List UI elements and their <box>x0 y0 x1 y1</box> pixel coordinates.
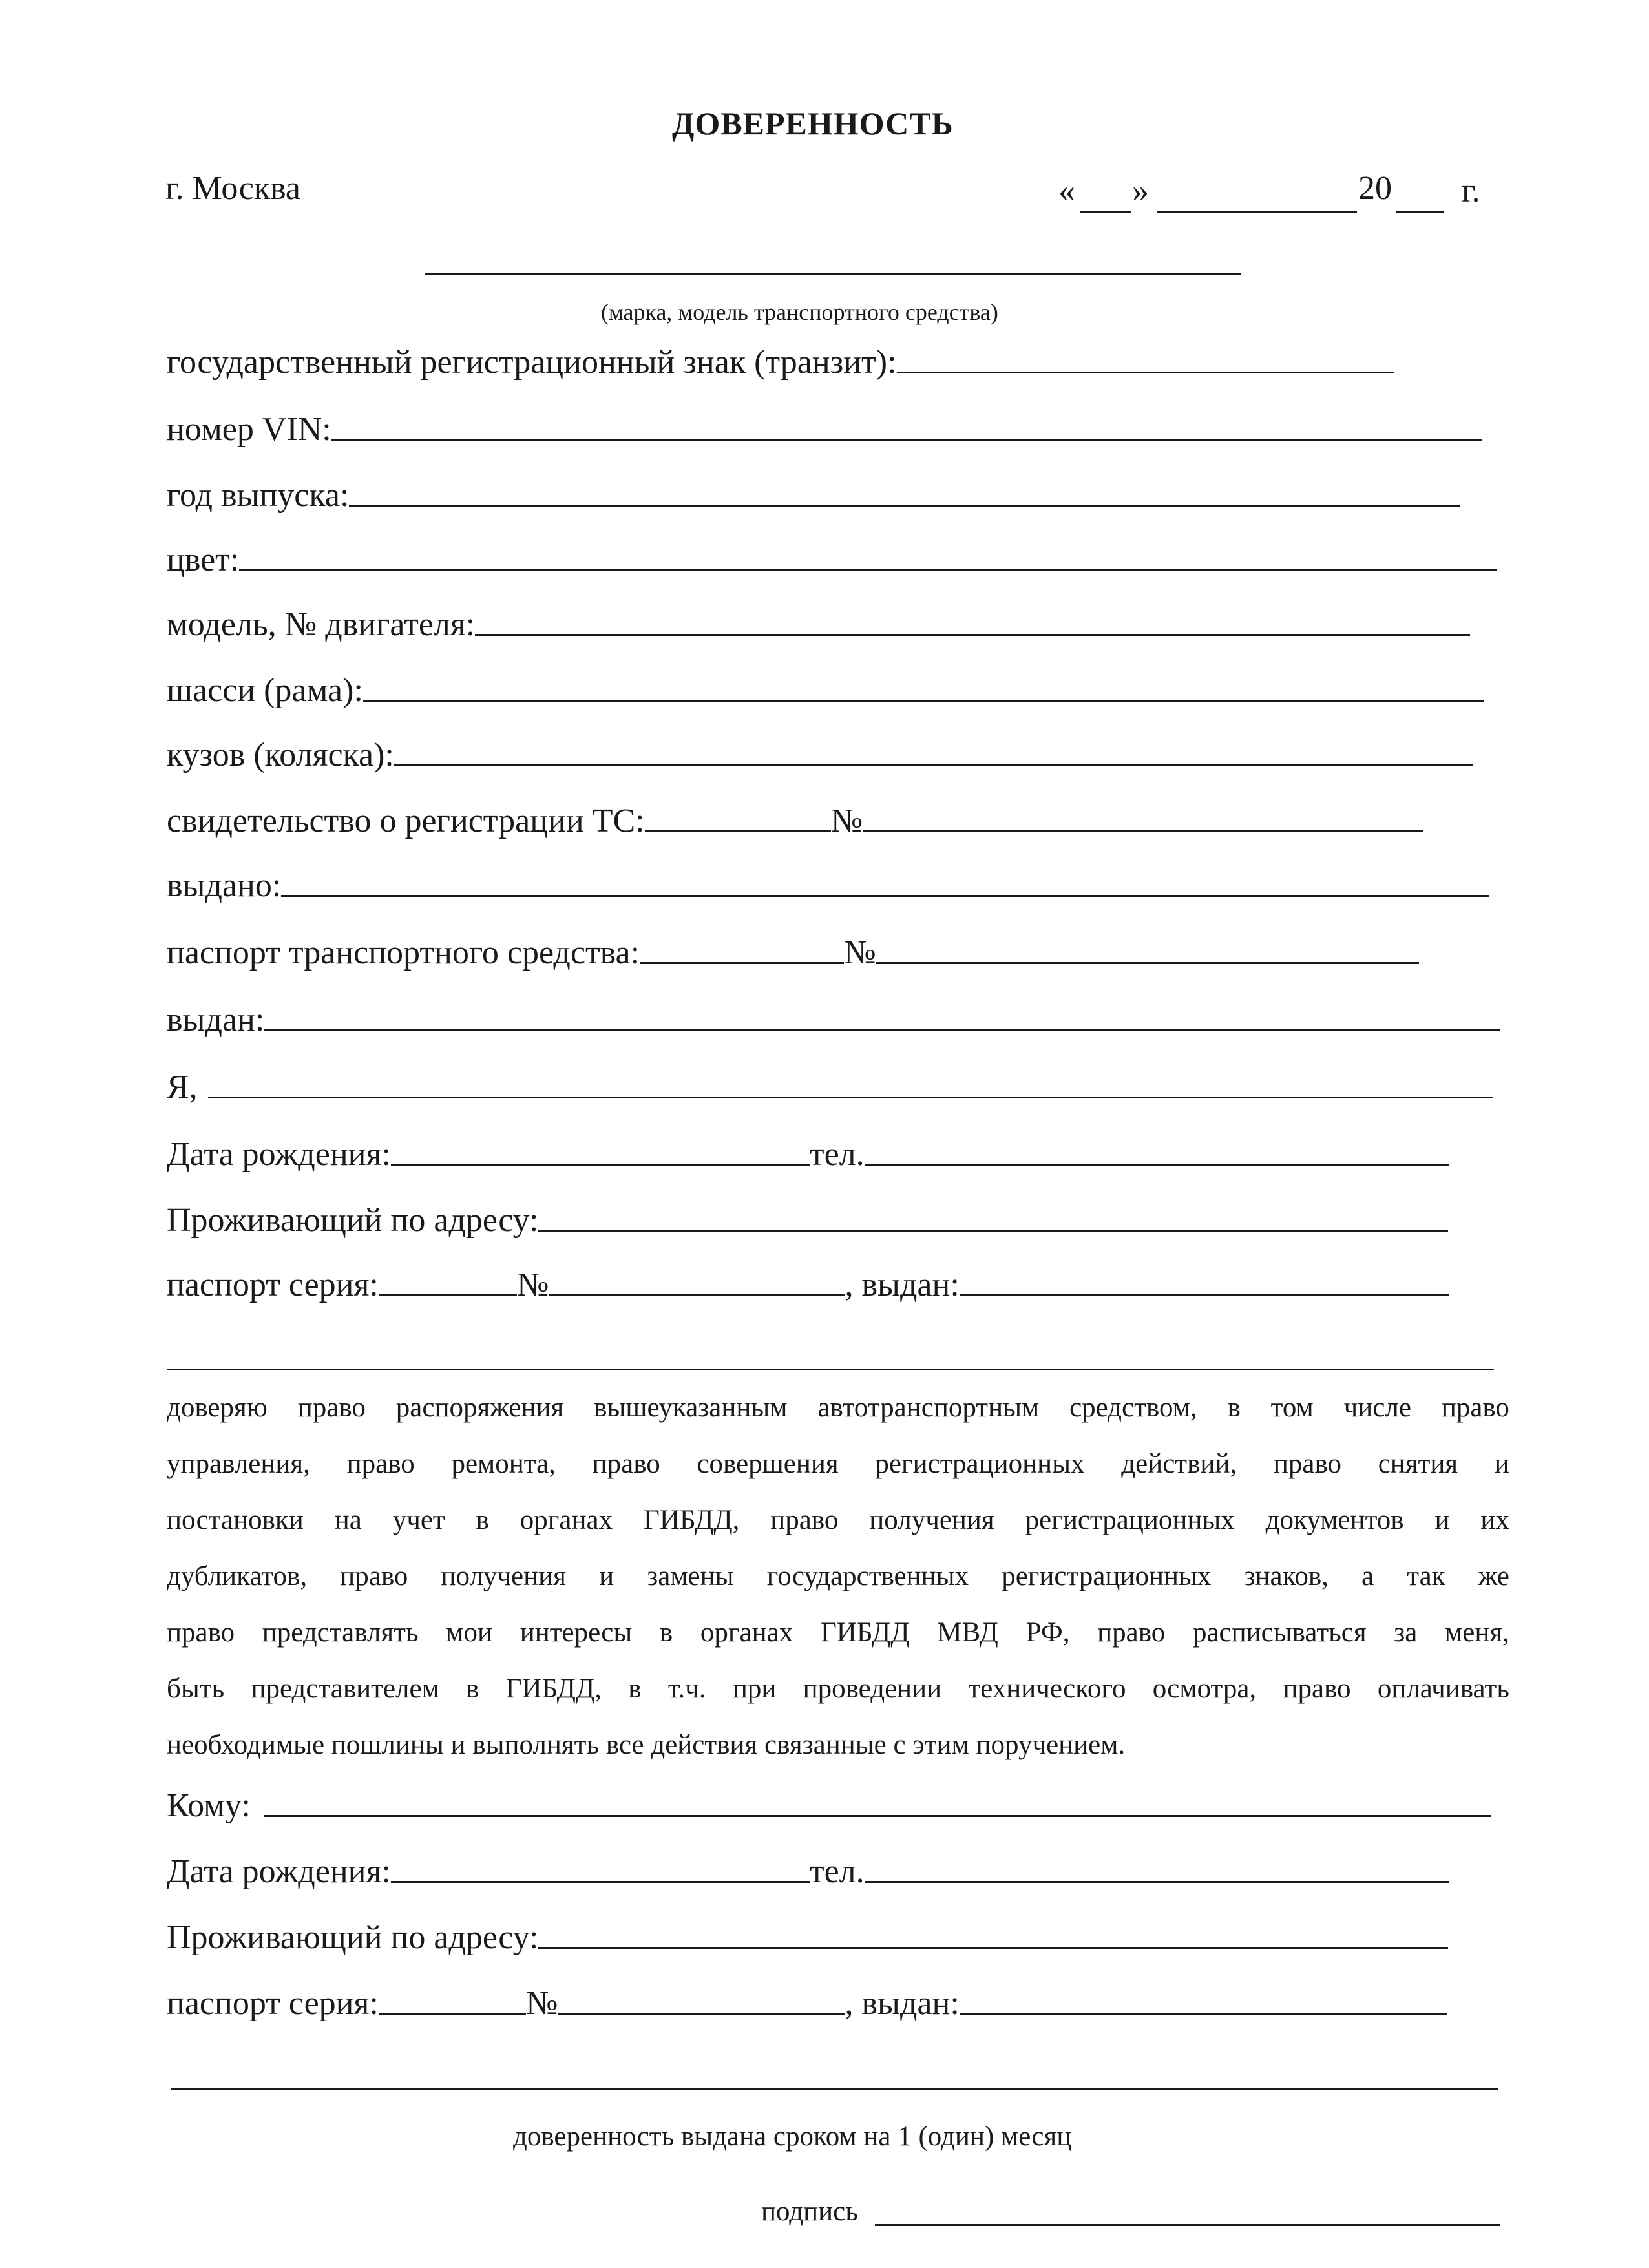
field-label: Проживающий по адресу: <box>167 1202 539 1239</box>
paragraph-word: при <box>732 1674 777 1704</box>
issued-label: , выдан: <box>845 1985 960 2022</box>
vehicle-make-model-caption: (марка, модель транспортного средства) <box>601 299 998 325</box>
paragraph-word: распоряжения <box>395 1392 564 1423</box>
field-label: шасси (рама): <box>167 672 363 709</box>
phone-label: тел. <box>809 1136 865 1173</box>
birth-blank[interactable] <box>391 1881 810 1883</box>
number-blank[interactable] <box>876 962 1419 964</box>
paragraph-word: органах <box>520 1505 613 1535</box>
paragraph-word: право <box>1283 1674 1351 1704</box>
field-label: свидетельство о регистрации ТС: <box>167 803 645 839</box>
phone-label: тел. <box>809 1853 865 1890</box>
field-label: паспорт транспортного средства: <box>167 934 640 971</box>
paragraph-word: ГИБДД, <box>644 1505 740 1535</box>
field-blank[interactable] <box>349 505 1460 507</box>
paragraph-word: средством, <box>1069 1392 1197 1423</box>
paragraph-word: меня, <box>1445 1617 1509 1648</box>
field-label: Я, <box>167 1069 198 1106</box>
field-blank[interactable] <box>538 1947 1448 1949</box>
paragraph-word: в <box>466 1674 479 1704</box>
paragraph-word: учет <box>392 1505 445 1535</box>
paragraph-word: проведении <box>803 1674 942 1704</box>
paragraph-word: МВД <box>937 1617 998 1648</box>
paragraph-line <box>167 1448 1509 1504</box>
paragraph-word: в <box>628 1674 642 1704</box>
field-label: Дата рождения: <box>167 1853 391 1890</box>
paragraph-word: дубликатов, <box>167 1561 308 1591</box>
month-blank[interactable] <box>1157 211 1357 213</box>
field-registration-certificate <box>167 801 1423 840</box>
paragraph-word: оплачивать <box>1377 1674 1509 1704</box>
field-label: выдан: <box>167 1002 265 1038</box>
paragraph-word: и <box>599 1561 614 1591</box>
field-chassis <box>167 671 1484 709</box>
year-prefix: 20 <box>1358 170 1392 207</box>
paragraph-word: право <box>770 1505 839 1535</box>
paragraph-word: числе <box>1343 1392 1411 1423</box>
field-blank[interactable] <box>264 1815 1491 1817</box>
paragraph-word: в <box>1227 1392 1241 1423</box>
paragraph-word: регистрационных <box>875 1449 1085 1479</box>
paragraph-word: совершения <box>697 1449 839 1479</box>
series-blank[interactable] <box>379 1294 517 1296</box>
paragraph-word: РФ, <box>1025 1617 1070 1648</box>
field-label: Кому: <box>167 1787 251 1824</box>
field-attorney-name <box>167 1786 1491 1825</box>
number-sign: № <box>525 1985 558 2022</box>
paragraph-word: мои <box>446 1617 492 1648</box>
signature-blank[interactable] <box>875 2224 1500 2226</box>
paragraph-word: автотранспортным <box>817 1392 1040 1423</box>
paragraph-word: государственных <box>766 1561 969 1591</box>
principal-continuation-blank[interactable] <box>167 1369 1494 1370</box>
field-issued-2 <box>167 1000 1500 1039</box>
field-label: год выпуска: <box>167 477 350 514</box>
paragraph-word: органах <box>700 1617 793 1648</box>
paragraph-line <box>167 1617 1509 1673</box>
document-title: ДОВЕРЕННОСТЬ <box>672 105 954 142</box>
date-close-quote: » <box>1132 173 1149 209</box>
field-blank[interactable] <box>281 895 1489 897</box>
issued-blank[interactable] <box>960 1294 1449 1296</box>
issued-label: , выдан: <box>845 1266 960 1303</box>
paragraph-word: том <box>1270 1392 1314 1423</box>
field-blank[interactable] <box>475 634 1470 636</box>
paragraph-word: право <box>592 1449 660 1479</box>
field-blank[interactable] <box>264 1029 1500 1031</box>
field-label: модель, № двигателя: <box>167 606 476 643</box>
paragraph-word: регистрационных <box>1025 1505 1235 1535</box>
series-blank[interactable] <box>379 2013 526 2015</box>
paragraph-word: доверяю <box>167 1392 268 1423</box>
paragraph-word: же <box>1478 1561 1509 1591</box>
paragraph-word: документов <box>1265 1505 1404 1535</box>
paragraph-line <box>167 1392 1509 1448</box>
paragraph-word: право <box>1441 1392 1509 1423</box>
field-label: номер VIN: <box>167 411 331 448</box>
paragraph-word: ГИБДД <box>820 1617 910 1648</box>
paragraph-word: осмотра, <box>1152 1674 1257 1704</box>
number-sign: № <box>844 934 876 971</box>
grant-paragraph <box>167 1392 1509 1785</box>
field-attorney-birth <box>167 1852 1449 1891</box>
field-engine <box>167 605 1470 644</box>
field-issued-1 <box>167 866 1489 905</box>
paragraph-word: на <box>334 1505 362 1535</box>
paragraph-line: необходимые пошлины и выполнять все действия связанные с этим поручением. <box>167 1730 1126 1760</box>
field-label: государственный регистрационный знак (транзит): <box>167 344 897 381</box>
field-attorney-address <box>167 1918 1448 1957</box>
year-blank[interactable] <box>1396 211 1444 213</box>
field-label: Проживающий по адресу: <box>167 1919 539 1956</box>
field-principal-passport <box>167 1265 1449 1304</box>
paragraph-word: и <box>1494 1449 1509 1479</box>
number-blank[interactable] <box>549 1294 845 1296</box>
paragraph-word: получения <box>869 1505 994 1535</box>
paragraph-word: ремонта, <box>451 1449 556 1479</box>
field-blank[interactable] <box>331 439 1482 441</box>
paragraph-word: действий, <box>1121 1449 1237 1479</box>
day-blank[interactable] <box>1080 211 1131 213</box>
vehicle-make-model-blank[interactable] <box>425 273 1241 275</box>
field-reg-plate <box>167 342 1502 381</box>
paragraph-word: представителем <box>251 1674 439 1704</box>
issued-blank[interactable] <box>960 2013 1447 2015</box>
paragraph-word: право <box>346 1449 415 1479</box>
birth-blank[interactable] <box>391 1164 810 1166</box>
paragraph-word: и <box>1434 1505 1450 1535</box>
paragraph-line <box>167 1673 1509 1729</box>
field-blank[interactable] <box>363 700 1484 702</box>
date-open-quote: « <box>1058 173 1075 209</box>
paragraph-word: постановки <box>167 1505 304 1535</box>
field-blank[interactable] <box>208 1097 1493 1098</box>
paragraph-word: управления, <box>167 1449 310 1479</box>
paragraph-word: их <box>1480 1505 1509 1535</box>
number-blank[interactable] <box>863 830 1423 832</box>
paragraph-word: быть <box>167 1674 225 1704</box>
paragraph-word: представлять <box>262 1617 419 1648</box>
field-vehicle-passport <box>167 933 1419 972</box>
field-principal-name <box>167 1067 1493 1106</box>
field-label: выдано: <box>167 867 282 904</box>
series-blank[interactable] <box>645 830 831 832</box>
attorney-continuation-blank[interactable] <box>171 2088 1498 2090</box>
field-label: паспорт серия: <box>167 1266 379 1303</box>
paragraph-line <box>167 1504 1509 1560</box>
paragraph-word: в <box>659 1617 673 1648</box>
paragraph-word: получения <box>441 1561 566 1591</box>
field-blank[interactable] <box>394 764 1473 766</box>
paragraph-word: за <box>1394 1617 1418 1648</box>
paragraph-word: интересы <box>520 1617 633 1648</box>
year-suffix: г. <box>1462 173 1480 209</box>
paragraph-word: регистрационных <box>1002 1561 1212 1591</box>
paragraph-word: технического <box>968 1674 1126 1704</box>
paragraph-word: право <box>1097 1617 1166 1648</box>
field-blank[interactable] <box>897 372 1394 373</box>
field-principal-birth <box>167 1135 1449 1173</box>
city: г. Москва <box>165 170 300 207</box>
phone-blank[interactable] <box>865 1881 1449 1883</box>
field-body <box>167 735 1473 774</box>
paragraph-word: знаков, <box>1244 1561 1329 1591</box>
paragraph-word: т.ч. <box>667 1674 706 1704</box>
paragraph-word: замены <box>647 1561 734 1591</box>
field-blank[interactable] <box>239 569 1497 571</box>
field-label: паспорт серия: <box>167 1985 379 2022</box>
number-sign: № <box>830 803 863 839</box>
phone-blank[interactable] <box>865 1164 1449 1166</box>
field-label: цвет: <box>167 541 240 578</box>
field-year <box>167 476 1460 514</box>
number-blank[interactable] <box>558 2013 845 2015</box>
field-blank[interactable] <box>538 1230 1448 1232</box>
series-blank[interactable] <box>640 962 844 964</box>
paragraph-word: так <box>1407 1561 1445 1591</box>
paragraph-word: право <box>1273 1449 1341 1479</box>
paragraph-word: вышеуказанным <box>594 1392 788 1423</box>
field-label: Дата рождения: <box>167 1136 391 1173</box>
validity-note: доверенность выдана сроком на 1 (один) месяц <box>513 2121 1072 2152</box>
paragraph-line <box>167 1560 1509 1617</box>
field-principal-address <box>167 1201 1448 1239</box>
signature-label: подпись <box>761 2196 858 2227</box>
paragraph-word: в <box>476 1505 489 1535</box>
field-attorney-passport <box>167 1984 1447 2022</box>
paragraph-word: право <box>167 1617 235 1648</box>
field-label: кузов (коляска): <box>167 737 394 773</box>
paragraph-word: снятия <box>1378 1449 1458 1479</box>
number-sign: № <box>516 1266 549 1303</box>
paragraph-word: ГИБДД, <box>505 1674 602 1704</box>
paragraph-word: а <box>1361 1561 1374 1591</box>
paragraph-word: право <box>340 1561 408 1591</box>
field-color <box>167 540 1497 579</box>
paragraph-word: право <box>297 1392 366 1423</box>
field-vin <box>167 410 1482 448</box>
paragraph-word: расписываться <box>1192 1617 1367 1648</box>
